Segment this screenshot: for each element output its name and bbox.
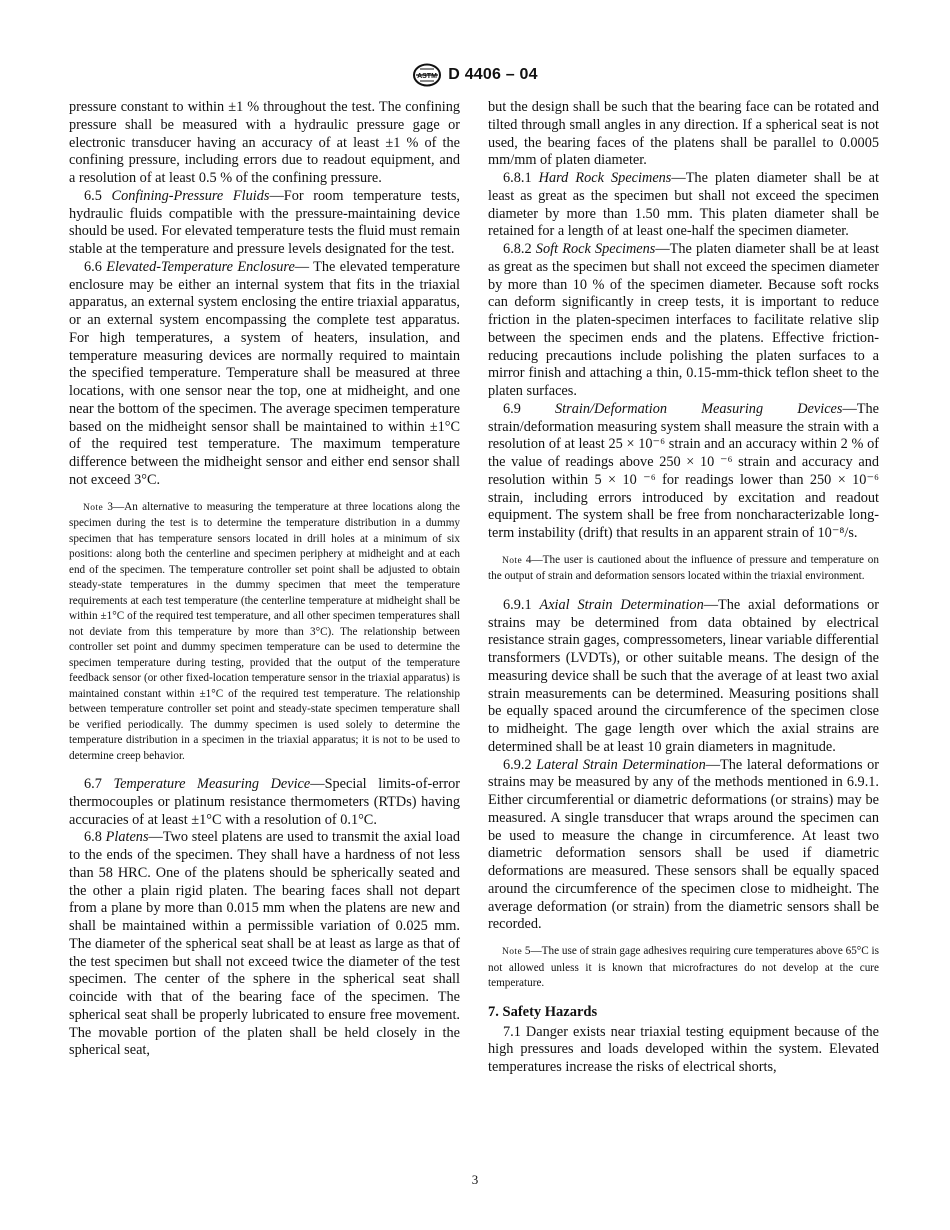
section-6-7 bbox=[69, 776, 460, 829]
section-text: —The axial deformations or strains may be determined from data obtained by electrical resistance strain gages, compressometers, linear variable differential transformers (LVDTs), or other suitable means. The design of the measuring device shall be such that the average of at least two axial strain measurements can be determined. Measuring positions shall be equally spaced around the circumference of the specimen close to midheight. The gage length over which the axial strains are determined shall be at least 10 grain diameters in magnitude. bbox=[488, 596, 879, 755]
note-label: Note bbox=[83, 502, 104, 513]
left-column bbox=[69, 99, 460, 1060]
section-number: 6.8.1 bbox=[503, 170, 539, 186]
section-text: — The elevated temperature enclosure may be either an internal system that fits in the triaxial apparatus, an external system enclosing the entire triaxial apparatus, or an external system encompassing the complete test apparatus. For high temperatures, a system of heaters, insulation, and temperature measuring devices are normally required to maintain the specified temperature. Temperature shall be measured at three locations, with one sensor near the top, one at midheight, and one near the bottom of the specimen. The average specimen temperature based on the midheight sensor shall be maintained to within ±1°C of the required test temperature. The maximum temperature difference between the midheight sensor and either end sensor shall not exceed 3°C. bbox=[69, 258, 460, 488]
section-title: Platens bbox=[105, 829, 149, 846]
page-header bbox=[0, 62, 950, 88]
section-number: 6.7 bbox=[84, 776, 114, 792]
document-id: D 4406 – 04 bbox=[448, 66, 538, 83]
section-6-8-1 bbox=[488, 170, 879, 241]
section-number: 6.9.1 bbox=[503, 596, 540, 613]
section-title: Temperature Measuring Device bbox=[113, 776, 311, 792]
note-text: 5—The use of strain gage adhesives requiring cure temperatures above 65°C is not allowed unless it is known that microfractures do not develop at the cure temperature. bbox=[488, 945, 879, 989]
section-number: 6.6 bbox=[84, 258, 107, 275]
note-text: 4—The user is cautioned about the influence of pressure and temperature on the output of strain and deformation sensors located within the triaxial environment. bbox=[488, 553, 879, 583]
section-text: —The strain/deformation measuring system shall measure the strain with a resolution of at least 25 × 10⁻⁶ strain and an accuracy within 2 % of the value of readings above 250 × 10 ⁻⁶ strain and accuracy and resolution within 5 × 10 ⁻⁶ for readings lower than 250 × 10⁻⁶ strain, including errors introduced by excitation and readout equipment. The system shall be free from noncharacterizable long-term instability (drift) that results in an apparent strain of 10⁻⁸/s. bbox=[488, 400, 879, 541]
note-label: Note bbox=[502, 947, 523, 957]
section-6-8 bbox=[69, 829, 460, 1060]
astm-logo-icon bbox=[412, 63, 442, 87]
section-7-1: 7.1 Danger exists near triaxial testing equipment because of the high pressures and loads developed within the system. Elevated temperatures increase the risks of electrical shorts, bbox=[488, 1023, 879, 1075]
section-text: —The platen diameter shall be at least as great as the specimen but shall not exceed the specimen diameter by more than 10 % of the specimen diameter. Because soft rocks can deform significantly in creep tests, it is important to reduce friction in the platen-specimen interfaces to facilitate relative slip between the specimen ends and the platens. Effective friction-reducing precautions include polishing the platen surfaces to a mirror finish and attaching a thin, 0.15-mm-thick teflon sheet to the platen surfaces. bbox=[488, 241, 879, 399]
section-number: 6.8 bbox=[84, 829, 106, 846]
section-number: 6.9.2 bbox=[503, 756, 537, 773]
right-column bbox=[488, 99, 879, 1077]
section-6-5 bbox=[69, 188, 460, 259]
section-6-9-2 bbox=[488, 757, 879, 935]
section-text: —The platen diameter shall be at least as great as the specimen but shall not exceed the specimen diameter by more than 1.50 mm. This platen diameter shall be retained for a length of at least one-half the specimen diameter. bbox=[488, 170, 880, 240]
section-number: 6.9 bbox=[503, 400, 556, 417]
section-title: Confining-Pressure Fluids bbox=[111, 187, 270, 204]
section-title: Elevated-Temperature Enclosure bbox=[106, 258, 295, 275]
section-number: 6.8.2 bbox=[503, 241, 536, 257]
note-label: Note bbox=[502, 555, 523, 566]
section-text: —Special limits-of-error thermocouples or platinum resistance thermometers (RTDs) having accuracies of at least ±1°C with a resolution of 0.1°C. bbox=[69, 776, 461, 828]
note-3 bbox=[69, 500, 460, 765]
section-6-9 bbox=[488, 401, 879, 543]
section-title: Lateral Strain Determination bbox=[536, 756, 706, 773]
section-text: —The lateral deformations or strains may be measured by any of the methods mentioned in 6.9.1. Either circumferential or diametric deformations (or strains) may be measured. A single transducer that wraps around the specimen can be used to measure the change in circumference. At least two diametric deformation sensors shall be used if diametric deformations are measured. These sensors shall be equally spaced around the circumference of the specimen close to midheight. The average deformation (or strain) from the diametric sensors shall be recorded. bbox=[488, 756, 880, 933]
section-number: 6.5 bbox=[84, 187, 112, 204]
note-text: 3—An alternative to measuring the temperature at three locations along the specimen during the test is to determine the temperature distribution in a dummy specimen that has temperature sensors located in drill holes at a minimum of six positions: along both the centerline and specimen periphery at midheight and at each end of the specimen. The temperature controller set point shall be adjusted to obtain steady-state temperatures in the dummy specimen that meet the temperature requirements at each test temperature (the centerline temperature at midheight shall be within ±1°C of the required test temperature, and all other specimen temperatures shall not deviate from this temperature by more than 3°C). The relationship between controller set point and dummy specimen temperature can be used to determine the specimen temperature during testing, provided that the output of the temperature feedback sensor (or other fixed-location temperature sensor in the triaxial apparatus) is maintained constant within ±1°C of the required test temperature. The relationship between temperature controller set point and steady-state specimen temperature shall be verified periodically. The dummy specimen is used solely to determine the temperature distribution in a specimen in the triaxial apparatus; it is not to be used to determine creep behavior. bbox=[69, 500, 460, 762]
svg-text:ASTM: ASTM bbox=[417, 73, 438, 80]
section-text: —For room temperature tests, hydraulic fluids compatible with the pressure-maintaining device should be used. For elevated temperature tests the fluid must remain stable at the temperature and pressure levels designated for the test. bbox=[69, 187, 460, 257]
note-5 bbox=[488, 944, 879, 992]
section-6-6 bbox=[69, 259, 460, 490]
section-heading-safety-hazards: 7. Safety Hazards bbox=[488, 1003, 598, 1020]
section-title: Soft Rock Specimens bbox=[535, 241, 656, 257]
section-6-8-2 bbox=[488, 241, 879, 401]
section-title: Axial Strain Determination bbox=[539, 596, 704, 613]
paragraph-continued: pressure constant to within ±1 % throughout the test. The confining pressure shall be measured with a hydraulic pressure gage or electronic transducer having an accuracy of at least ±1 % of the confining pressure, including errors due to readout equipment, and a resolution of at least 0.5 % of the confining pressure. bbox=[69, 99, 460, 186]
page-number: 3 bbox=[471, 1172, 479, 1187]
section-title: Hard Rock Specimens bbox=[538, 170, 672, 186]
section-text: —Two steel platens are used to transmit the axial load to the ends of the specimen. They shall have a hardness of not less than 58 HRC. One of the platens should be spherically seated and the other a plain rigid platen. The bearing faces shall not depart from a plane by more than 0.015 mm when the platens are new and shall be maintained within a permissible variation of 0.025 mm. The diameter of the spherical seat shall be at least as large as that of the test specimen but shall not exceed twice the diameter of the test specimen. The center of the sphere in the spherical seat shall coincide with that of the bearing face of the specimen. The spherical seat shall be properly lubricated to ensure free movement. The movable portion of the platen shall be held closely in the spherical seat, bbox=[69, 829, 460, 1059]
section-title: Strain/Deformation Measuring Devices bbox=[555, 400, 843, 417]
section-6-9-1 bbox=[488, 597, 879, 757]
paragraph-continued: but the design shall be such that the bearing face can be rotated and tilted through small angles in any direction. If a spherical seat is not used, the bearing faces of the platens shall be parallel to 0.0005 mm/mm of platen diameter. bbox=[488, 99, 879, 169]
note-4 bbox=[488, 553, 879, 585]
